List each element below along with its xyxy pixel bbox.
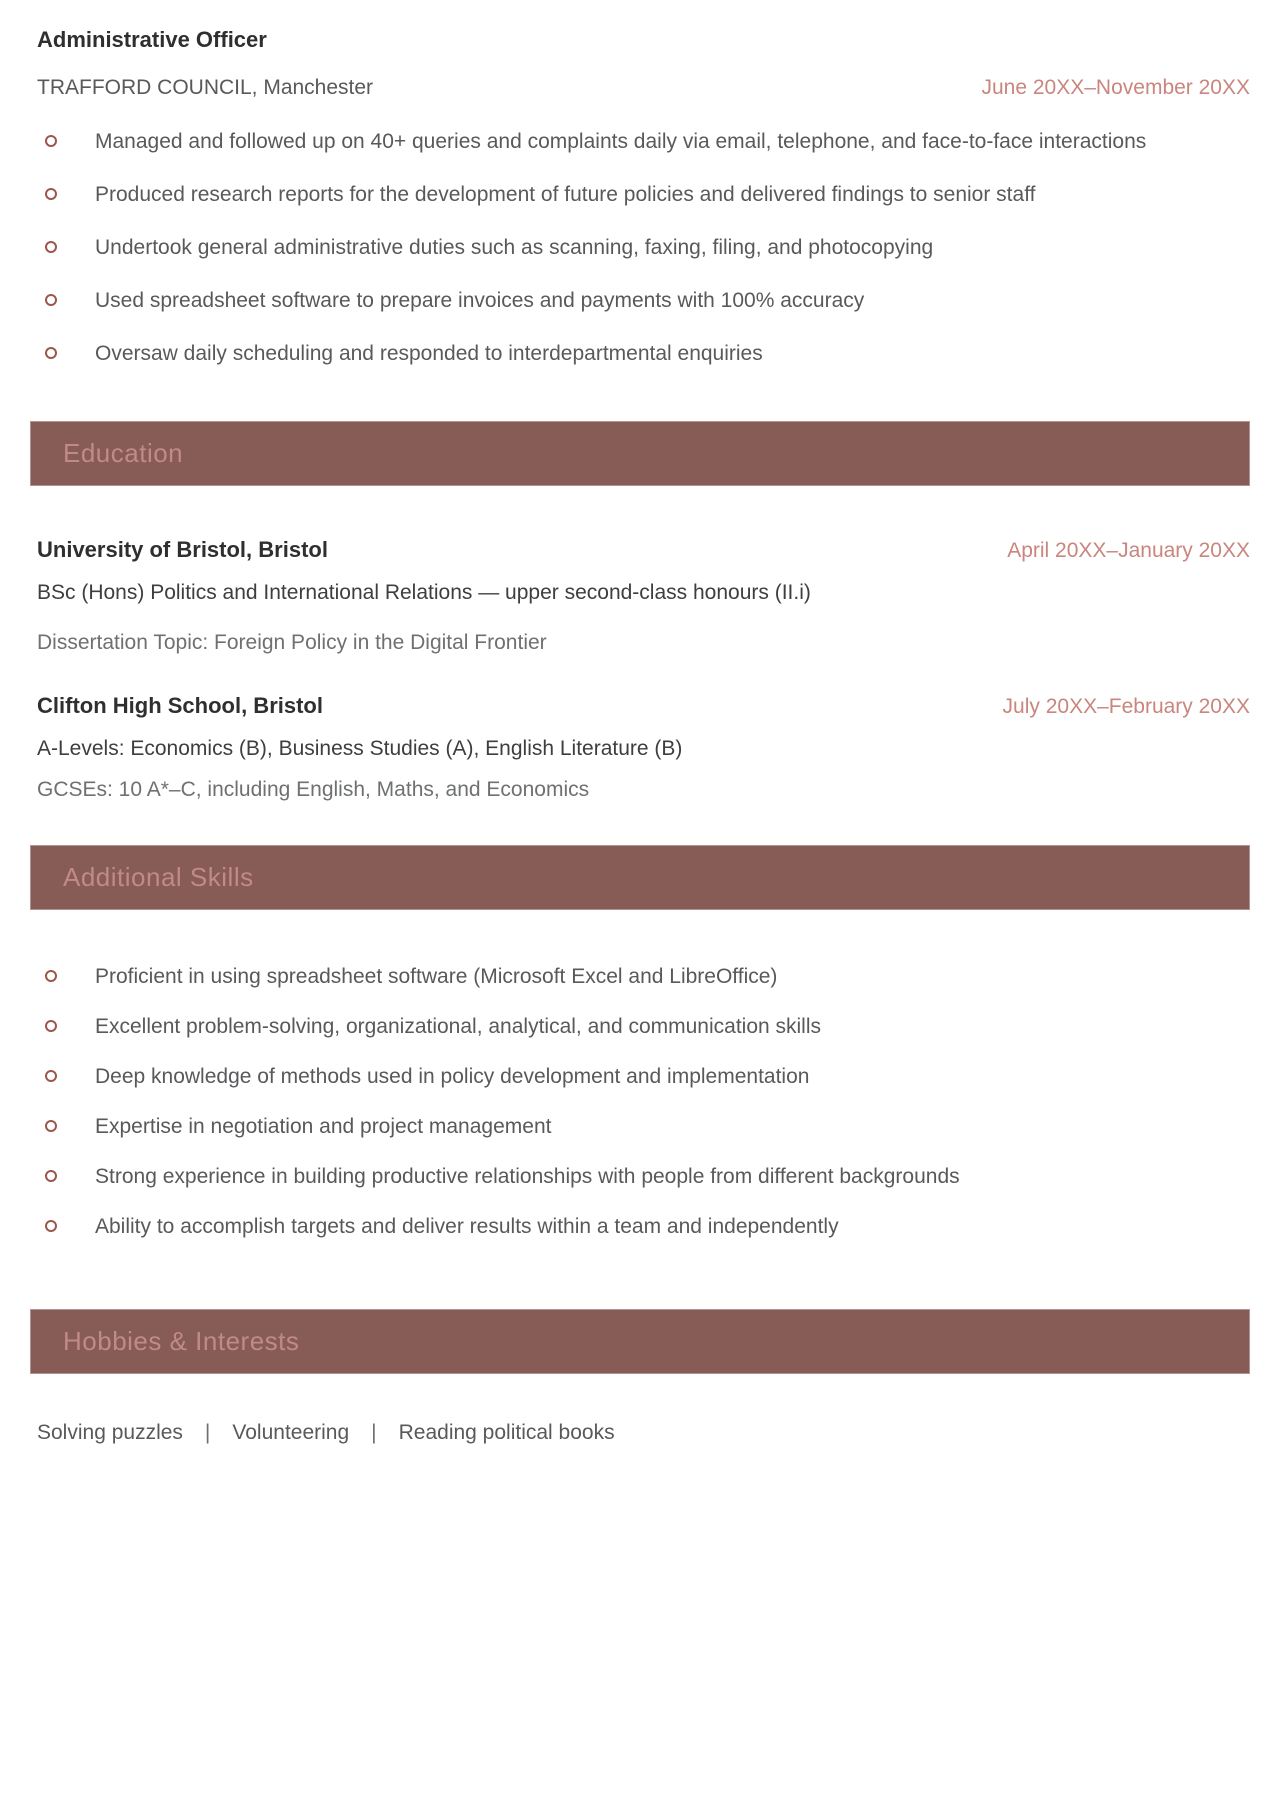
skill-bullet: [37, 1013, 1250, 1040]
bullet-icon: [45, 1170, 57, 1182]
section-title: Additional Skills: [63, 862, 254, 892]
detail-line: Dissertation Topic: Foreign Policy in the Digital Frontier: [37, 631, 547, 654]
skill-bullet: [37, 1113, 1250, 1140]
experience-bullet: [37, 128, 1250, 155]
education-entry-head: [37, 692, 1250, 720]
skill-bullet: [37, 963, 1250, 990]
education-entry: [0, 692, 1280, 803]
degree-line: BSc (Hons) Politics and International Relations — upper second-class honours (II.i): [37, 581, 811, 604]
section-title: Hobbies & Interests: [63, 1326, 300, 1356]
bullet-icon: [45, 1070, 57, 1082]
skills-bullet-list: [37, 963, 1250, 1240]
hobby-separator: |: [371, 1421, 377, 1444]
education-entry: [0, 536, 1280, 656]
bullet-icon: [45, 1120, 57, 1132]
skill-bullet: [37, 1213, 1250, 1240]
experience-bullet: [37, 340, 1250, 367]
bullet-text: Oversaw daily scheduling and responded to interdepartmental enquiries: [95, 342, 763, 365]
experience-bullet: [37, 181, 1250, 208]
job-dates: June 20XX–November 20XX: [981, 76, 1250, 99]
detail-line: GCSEs: 10 A*–C, including English, Maths, and Economics: [37, 778, 590, 801]
skill-bullet: [37, 1163, 1250, 1190]
bullet-text: Deep knowledge of methods used in policy development and implementation: [95, 1065, 810, 1088]
hobby-separator: |: [204, 1421, 211, 1444]
bullet-text: Undertook general administrative duties such as scanning, faxing, filing, and photocopying: [95, 236, 934, 259]
hobby-item: Volunteering: [232, 1421, 350, 1444]
bullet-icon: [45, 347, 57, 359]
bullet-text: Proficient in using spreadsheet software (Microsoft Excel and LibreOffice): [95, 965, 778, 988]
section-header-education: [30, 421, 1250, 486]
bullet-icon: [45, 188, 57, 200]
bullet-icon: [45, 135, 57, 147]
section-title: Education: [63, 438, 184, 468]
experience-bullet: [37, 287, 1250, 314]
education-dates: April 20XX–January 20XX: [1007, 539, 1250, 562]
job-title: Administrative Officer: [37, 27, 267, 52]
bullet-text: Managed and followed up on 40+ queries and complaints daily via email, telephone, and face-to-face interactions: [95, 130, 1147, 153]
school-name: Clifton High School, Bristol: [37, 693, 323, 718]
bullet-text: Ability to accomplish targets and deliver results within a team and independently: [95, 1215, 839, 1238]
section-header-skills: [30, 845, 1250, 910]
bullet-text: Excellent problem-solving, organizational, analytical, and communication skills: [95, 1015, 822, 1038]
education-entry-head: [37, 536, 1250, 564]
bullet-text: Produced research reports for the development of future policies and delivered findings to senior staff: [95, 183, 1036, 206]
bullet-icon: [45, 241, 57, 253]
section-header-hobbies: [30, 1309, 1250, 1374]
skill-bullet: [37, 1063, 1250, 1090]
bullet-icon: [45, 294, 57, 306]
hobby-item: Solving puzzles: [37, 1421, 183, 1444]
bullet-text: Used spreadsheet software to prepare invoices and payments with 100% accuracy: [95, 289, 865, 312]
education-dates: July 20XX–February 20XX: [1002, 695, 1250, 718]
school-name: University of Bristol, Bristol: [37, 537, 328, 562]
bullet-icon: [45, 1220, 57, 1232]
company-location: TRAFFORD COUNCIL, Manchester: [37, 76, 374, 99]
hobby-item: Reading political books: [398, 1421, 615, 1444]
bullet-icon: [45, 970, 57, 982]
experience-bullet: [37, 234, 1250, 261]
job-head-row: [37, 74, 1250, 101]
experience-bullet-list: [37, 128, 1250, 367]
hobbies-row: [37, 1419, 1250, 1446]
bullet-text: Expertise in negotiation and project management: [95, 1115, 552, 1138]
degree-line: A-Levels: Economics (B), Business Studies (A), English Literature (B): [37, 737, 683, 760]
bullet-icon: [45, 1020, 57, 1032]
bullet-text: Strong experience in building productive relationships with people from different backgrounds: [95, 1165, 960, 1188]
